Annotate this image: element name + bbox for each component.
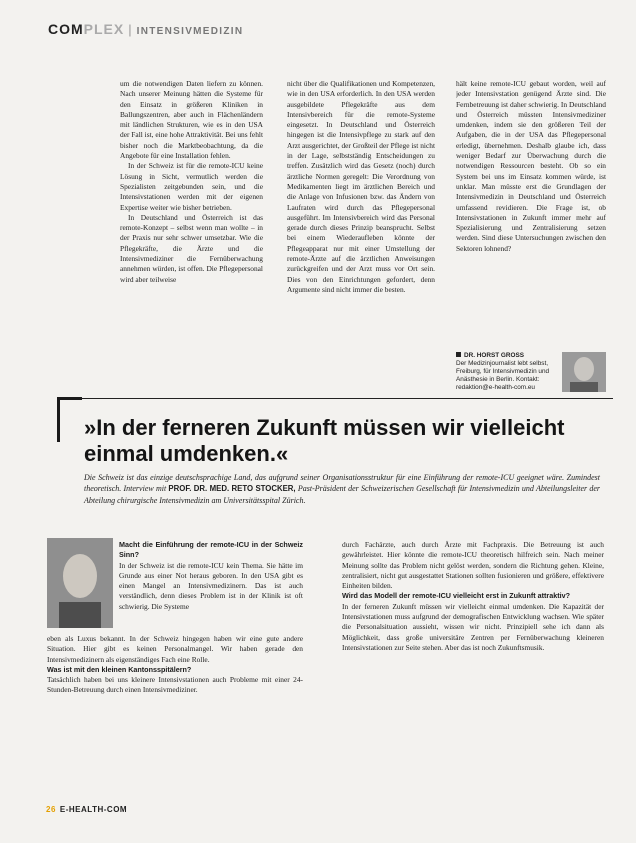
answer-2: Tatsächlich haben bei uns kleinere Intensivstationen auch Probleme mit einer 24-Stunden-Betreuung durch einen Intensivmediziner. xyxy=(47,675,303,695)
question-2: Was ist mit den kleinen Kantonsspitälern? xyxy=(47,664,192,674)
interview-left-column xyxy=(119,540,303,632)
page-footer xyxy=(46,805,127,814)
author-name: DR. HORST GROSS xyxy=(464,352,525,359)
section-title: INTENSIVMEDIZIN xyxy=(136,26,244,37)
interview-left-full xyxy=(47,634,303,784)
answer-1-side: In der Schweiz ist die remote-ICU kein Thema. Sie hätte im Grunde aus einer Not heraus geboren. In den USA gibt es einen Mangel an Intensivmedizinern. Das ist auch verständlich, denn dieses Problem ist in der Klinik ist oft schwierig. Die Systeme xyxy=(119,560,303,611)
paragraph: hält keine remote-ICU gebaut worden, weil auf jeder Intensivstation genügend Ärzte sind. Die Fernbetreuung ist daher schwierig. In Deutschland und Österreich müssten Intensivmediziner umdenken, indem sie den größeren Teil der Aufgaben, die in der USA das Pflegepersonal erledigt, übernehmen. Deshalb glaube ich, dass weniger Bedarf zur Überwachung durch die notwendigen Ressourcen besteht. Ob so ein System bei uns im Einsatz kommen würde, ist unklar. Man müsste erst die Grundlagen der Intensivmedizin in Deutschland und Österreich umfassend revidieren. Die Frage ist, ob Intensivstationen in Zukunft immer mehr auf Spezialisierung und Zentralisierung setzen werden. Sind diese Untersuchungen zwischen den Sektoren lohnend? xyxy=(456,79,606,253)
section-header xyxy=(48,21,243,37)
author-photo xyxy=(562,352,606,392)
paragraph: nicht über die Qualifikationen und Kompetenzen, wie in den USA erforderlich. In den USA werden ausgebildete Pflegekräfte aus dem Intensivbereich für die remote-Systeme eingesetzt. In Deutschland und Österreich hingegen ist die Intensivpflege zu stark auf den Arzt ausgerichtet, der Großteil der Pflege ist nicht in der Lage, selbstständig Entscheidungen zu treffen. Zusätzlich wird das Gesetz (noch) durch ärztliche Normen geregelt: Die Verordnung von Medikamenten liegt im ärztlichen Bereich und die Anlage von Infusionen bzw. das Ändern von Laufraten wird durch das Pflegepersonal ausgeführt. Im Intensivbereich wird das Personal gerade durch dieses Prinzip beansprucht. Selbst bei einem Wiederaufleben könnte der Pflegeapparat nur mit einer Umstellung der remote-Ärzte auf die ärztlichen Anweisungen zurückgreifen und der Arzt muss vor Ort sein. Dies von den Einrichtungen gefordert, denn Argumente sind nicht immer die besten. xyxy=(287,79,435,294)
brand-plex: PLEX xyxy=(83,21,125,37)
magazine-name: E-HEALTH-COM xyxy=(59,805,128,814)
paragraph: um die notwendigen Daten liefern zu können. Nach unserer Meinung hätten die Systeme für den Einsatz in größeren Kliniken in Ballungszentren, aber auch in Flächenländern mit ländlichen Strukturen, wie es in den USA der Fall ist, eine hohe Attraktivität. Bei uns fehlt bisher noch die Marktbeobachtung, da die Angebote für eine Installation fehlen. xyxy=(120,79,263,161)
answer-3: In der ferneren Zukunft müssen wir vielleicht einmal umdenken. Die Kapazität der Intensivstationen muss aufgrund der demografischen Entwicklung wachsen. Wie später die Personalsituation aussieht, wissen wir nicht. Prinzipiell sehe ich dann als Möglichkeit, dass große universitäre Zentren per Fernüberwachung kleineren Intensivstationen zur Seite stehen. Aber das ist noch Zukunftsmusik. xyxy=(342,601,604,652)
divider-rule xyxy=(80,398,613,399)
paragraph: In Deutschland und Österreich ist das remote-Konzept – selbst wenn man wollte – in der Praxis nur sehr schwer umsetzbar. Wie die Pflegekräfte, die Ärzte und die Intensivmediziner die Fernüberwachung annehmen würden, ist offen. Die Pflegepersonal wird aber teilweise xyxy=(120,212,263,284)
article-column-2 xyxy=(287,79,435,387)
article-column-1 xyxy=(120,79,263,369)
author-bio: Der Medizinjournalist lebt selbst, Freiburg, für Intensivmedizin und Anästhesie in Berlin. Kontakt: redaktion@e-health-com.eu xyxy=(456,360,550,392)
intro-tail: Past-Präsident der Schweizerischen Gesellschaft für Intensivmedizin und Abteilungsleiter der Abteilung chirurgische Intensivmedizin am Universitätsspital Zürich. xyxy=(84,484,601,505)
paragraph: In der Schweiz ist für die remote-ICU keine Lösung in Sicht, vermutlich werden die Spezialisten zeitgebunden sein, und die Intensivstationen werden mit der eigenen Expertise weiter wie bisher betrieben. xyxy=(120,161,263,212)
intro-text: Die Schweiz ist das einzige deutschsprachige Land, das aufgrund seiner Organisationsstruktur für eine Einführung der remote-ICU geeignet wäre. Zumindest theoretisch. Interview mit xyxy=(84,473,600,494)
interview-intro xyxy=(84,472,600,506)
header-separator: | xyxy=(128,22,133,37)
headline-frame xyxy=(57,397,82,442)
interview-headline: »In der ferneren Zukunft müssen wir vielleicht einmal umdenken.« xyxy=(84,415,565,466)
question-3: Wird das Modell der remote-ICU vielleicht erst in Zukunft attraktiv? xyxy=(342,591,570,601)
interviewee-photo xyxy=(47,538,113,628)
question-1: Macht die Einführung der remote-ICU in der Schweiz Sinn? xyxy=(119,540,303,560)
answer-2-continued: durch Fachärzte, auch durch Ärzte mit Fachpraxis. Die Betreuung ist auch gewährleistet. Hier könnte die remote-ICU theoretisch hilfreich sein. Nach meiner Meinung sollte das Problem nicht gelöst werden, sondern die Richtung gehen. Kleine, zentralisiert, nicht gut ausgestattet Stationen sollten fusionieren und größere, effektivere Einheiten bilden. xyxy=(342,540,604,591)
article-column-3 xyxy=(456,79,606,343)
interview-right-column xyxy=(342,540,604,784)
page-number: 26 xyxy=(46,805,56,814)
brand-com: COM xyxy=(48,21,84,37)
bullet-square-icon xyxy=(456,352,461,357)
interviewee-name: PROF. DR. MED. RETO STOCKER, xyxy=(168,484,296,494)
answer-1-full: eben als Luxus bekannt. In der Schweiz hingegen haben wir eine gute andere Situation. Hier gibt es keinen Personalmangel. Wir haben gerade den Intensivmedizinern als eigenständiges Fach eine Rolle. xyxy=(47,634,303,664)
author-caption xyxy=(456,352,556,396)
